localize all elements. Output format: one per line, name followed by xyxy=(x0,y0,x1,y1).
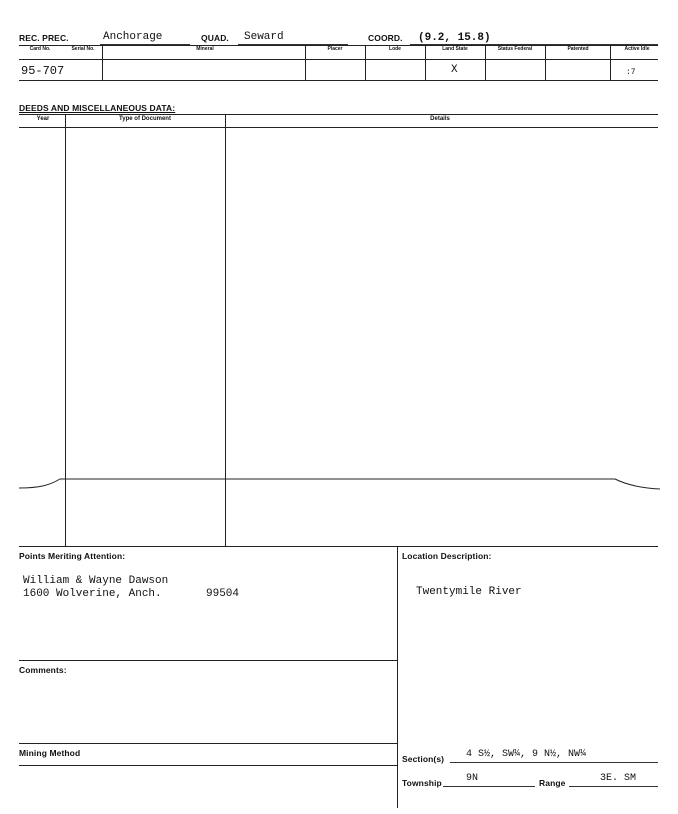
id-col-divider xyxy=(545,45,546,80)
coord-value: (9.2, 15.8) xyxy=(418,32,491,44)
id-col-divider xyxy=(305,45,306,80)
township-label: Township xyxy=(402,778,442,788)
col-active-idle: Active Idle xyxy=(624,46,650,52)
quad-label: QUAD. xyxy=(201,33,229,43)
comments-top-line xyxy=(19,660,397,661)
rec-prec-label: REC. PREC. xyxy=(19,33,69,43)
comments-label: Comments: xyxy=(19,665,67,675)
range-label: Range xyxy=(539,778,566,788)
deeds-table-bottom xyxy=(19,546,658,547)
rec-prec-value: Anchorage xyxy=(103,31,163,43)
range-underline xyxy=(569,786,658,787)
mining-method-label: Mining Method xyxy=(19,748,81,758)
location-value: Twentymile River xyxy=(416,586,522,598)
section-value: 4 S½, SW¼, 9 N½, NW¼ xyxy=(466,749,587,760)
township-underline xyxy=(443,786,535,787)
col-type-of-document: Type of Document xyxy=(119,116,171,122)
paper-crease-line xyxy=(0,470,678,494)
quad-value: Seward xyxy=(244,31,284,43)
card-no-value: 95-707 xyxy=(21,64,65,78)
col-patented: Patented xyxy=(567,46,589,52)
land-state-value: X xyxy=(451,64,458,76)
col-mineral: Mineral xyxy=(196,46,214,52)
deeds-table-top xyxy=(19,114,658,115)
col-placer: Placer xyxy=(327,46,343,52)
col-details: Details xyxy=(430,116,450,122)
col-serial-no: Serial No. xyxy=(71,46,95,52)
id-table-bottom xyxy=(19,80,658,81)
township-value: 9N xyxy=(466,773,479,784)
id-col-divider xyxy=(485,45,486,80)
deeds-header-bottom xyxy=(19,127,658,128)
col-status-federal: Status Federal xyxy=(497,46,533,52)
points-zip: 99504 xyxy=(206,588,240,600)
id-col-divider xyxy=(102,45,103,80)
deeds-section-title: DEEDS AND MISCELLANEOUS DATA: xyxy=(19,103,176,113)
points-address: 1600 Wolverine, Anch. xyxy=(23,588,162,600)
coord-label: COORD. xyxy=(368,33,403,43)
id-col-divider xyxy=(425,45,426,80)
section-label: Section(s) xyxy=(402,754,445,764)
col-year: Year xyxy=(36,116,50,122)
col-card-no: Card No. xyxy=(29,46,51,52)
mining-bottom-line xyxy=(19,765,397,766)
id-col-divider xyxy=(610,45,611,80)
lower-divider xyxy=(397,546,398,808)
points-name: William & Wayne Dawson xyxy=(23,575,169,587)
location-label: Location Description: xyxy=(402,551,492,561)
points-label: Points Meriting Attention: xyxy=(19,551,126,561)
id-table-header-bottom xyxy=(19,59,658,60)
id-col-divider xyxy=(365,45,366,80)
active-idle-value: :7 xyxy=(626,68,636,77)
section-underline xyxy=(450,762,658,763)
col-land-state: Land State xyxy=(442,46,468,52)
col-lode: Lode xyxy=(389,46,401,52)
range-value: 3E. SM xyxy=(600,773,637,784)
mining-top-line xyxy=(19,743,397,744)
